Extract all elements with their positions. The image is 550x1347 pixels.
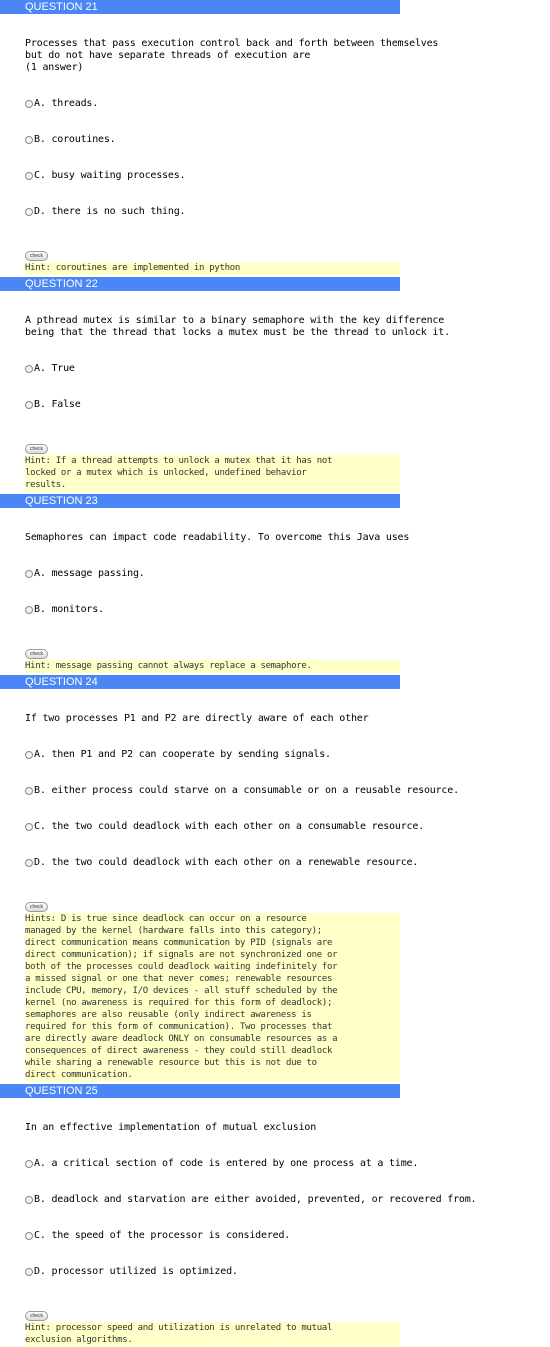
question-text: A pthread mutex is similar to a binary semaphore with the key difference being that the thread that locks a mutex must be the thread to unlock it. [25,315,450,338]
option-label: B. either process could starve on a consumable or on a reusable resource. [34,785,459,796]
check-button[interactable]: check [25,251,48,261]
option-label: C. the speed of the processor is considered. [34,1230,291,1241]
hint-box: Hint: If a thread attempts to unlock a mutex that it has not locked or a mutex which is unlocked, undefined behavior results. [25,455,400,492]
option-b[interactable] [25,604,550,616]
option-c[interactable] [25,821,550,833]
check-button[interactable]: check [25,649,48,659]
option-label: C. busy waiting processes. [34,170,186,181]
option-c[interactable] [25,170,550,182]
radio-button[interactable] [25,1196,33,1204]
hint-box: Hint: processor speed and utilization is unrelated to mutual exclusion algorithms. [25,1322,400,1347]
option-label: D. there is no such thing. [34,206,186,217]
option-a[interactable] [25,568,550,580]
question-header: QUESTION 25 [0,1084,400,1098]
question-text: Processes that pass execution control back and forth between themselves but do not have separate threads of execution are (1 answer) [25,38,439,73]
radio-button[interactable] [25,1268,33,1276]
option-label: B. False [34,399,81,410]
radio-button[interactable] [25,823,33,831]
option-label: C. the two could deadlock with each other on a consumable resource. [34,821,424,832]
option-d[interactable] [25,857,550,869]
question-25 [0,1084,550,1347]
option-a[interactable] [25,749,550,761]
option-label: D. processor utilized is optimized. [34,1266,238,1277]
question-23 [0,494,550,673]
question-text: Semaphores can impact code readability. To overcome this Java uses [25,532,410,543]
radio-button[interactable] [25,1232,33,1240]
question-24 [0,675,550,1082]
radio-button[interactable] [25,401,33,409]
radio-button[interactable] [25,136,33,144]
radio-button[interactable] [25,365,33,373]
question-header: QUESTION 23 [0,494,400,508]
hint-box: Hint: message passing cannot always replace a semaphore. [25,660,400,673]
radio-button[interactable] [25,570,33,578]
option-label: A. message passing. [34,568,145,579]
option-label: B. coroutines. [34,134,116,145]
question-text: If two processes P1 and P2 are directly aware of each other [25,713,369,724]
option-label: A. True [34,363,75,374]
radio-button[interactable] [25,787,33,795]
option-d[interactable] [25,206,550,218]
question-body [0,291,550,435]
option-a[interactable] [25,1158,550,1170]
radio-button[interactable] [25,208,33,216]
question-body [0,14,550,242]
radio-button[interactable] [25,1160,33,1168]
option-c[interactable] [25,1230,550,1242]
option-b[interactable] [25,399,550,411]
check-button[interactable]: check [25,444,48,454]
question-body [0,1098,550,1302]
hint-box: Hints: D is true since deadlock can occur on a resource managed by the kernel (hardware falls into this category); direct communication means communication by PID (signals are direct communication); if signals are not synchronized one or both of the processes could deadlock waiting indefinitely for a missed signal or one that never comes; renewable resources include CPU, memory, I/O devices - all stuff scheduled by the kernel (no awareness is required for this form of deadlock); semaphores are also reusable (only indirect awareness is required for this form of communication). Two processes that are directly aware deadlock ONLY on consumable resources as a consequences of direct awareness - they could still deadlock while sharing a renewable resource but this is not due to direct communication. [25,913,400,1082]
option-d[interactable] [25,1266,550,1278]
question-header: QUESTION 22 [0,277,400,291]
option-a[interactable] [25,363,550,375]
radio-button[interactable] [25,859,33,867]
check-button[interactable]: check [25,902,48,912]
hint-box: Hint: coroutines are implemented in python [25,262,400,275]
option-b[interactable] [25,1194,550,1206]
option-label: B. deadlock and starvation are either avoided, prevented, or recovered from. [34,1194,477,1205]
question-text: In an effective implementation of mutual exclusion [25,1122,317,1133]
option-label: D. the two could deadlock with each other on a renewable resource. [34,857,419,868]
option-label: A. then P1 and P2 can cooperate by sending signals. [34,749,331,760]
radio-button[interactable] [25,172,33,180]
question-body [0,508,550,640]
question-21 [0,0,550,275]
radio-button[interactable] [25,751,33,759]
radio-button[interactable] [25,606,33,614]
check-button[interactable]: check [25,1311,48,1321]
option-b[interactable] [25,785,550,797]
radio-button[interactable] [25,100,33,108]
question-body [0,689,550,893]
question-header: QUESTION 24 [0,675,400,689]
option-label: A. threads. [34,98,99,109]
option-label: B. monitors. [34,604,104,615]
option-a[interactable] [25,98,550,110]
option-label: A. a critical section of code is entered by one process at a time. [34,1158,419,1169]
question-22 [0,277,550,492]
question-header: QUESTION 21 [0,0,400,14]
option-b[interactable] [25,134,550,146]
